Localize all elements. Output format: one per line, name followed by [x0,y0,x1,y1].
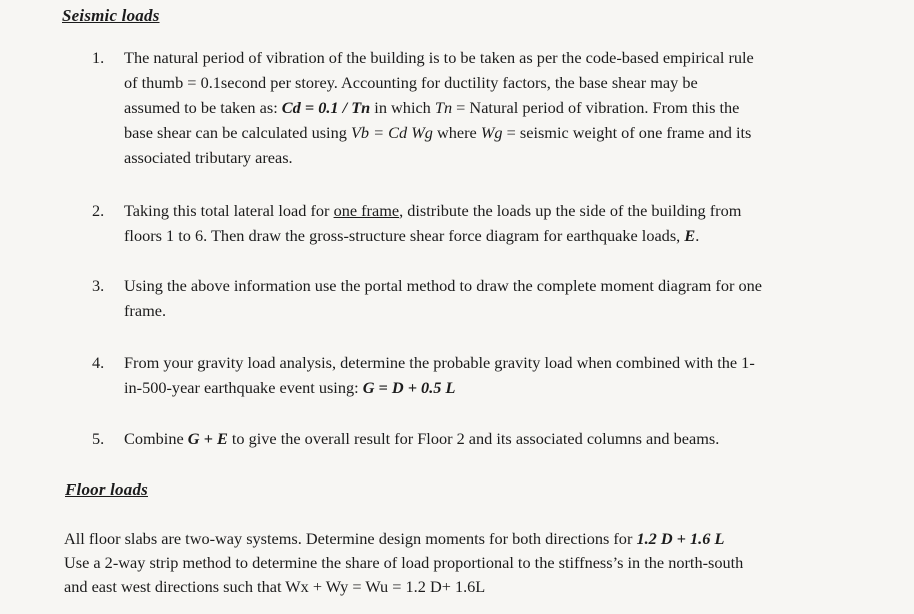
item-line: frame. [124,301,167,320]
item-number: 1. [92,48,105,67]
item-line: Taking this total lateral load for one frame, distribute the loads up the side of the building from [124,201,742,220]
item-line: associated tributary areas. [124,148,293,167]
equation: G + E [187,429,228,448]
item-line: floors 1 to 6. Then draw the gross-structure shear force diagram for earthquake loads, E. [124,226,700,245]
equation: Vb = Cd Wg [350,123,433,142]
item-line: of thumb = 0.1second per storey. Accounting for ductility factors, the base shear may be [124,73,698,92]
equation: G = D + 0.5 L [362,378,456,397]
list-item-4 [92,350,882,400]
floor-loads-heading: Floor loads [65,480,148,499]
list-item-1 [92,45,882,170]
item-line: From your gravity load analysis, determine the probable gravity load when combined with the 1- [124,353,755,372]
list-item-3 [92,273,882,323]
item-line: assumed to be taken as: Cd = 0.1 / Tn in which Tn = Natural period of vibration. From this the [124,98,740,117]
item-number: 4. [92,353,105,372]
para-line: and east west directions such that Wx + Wy = Wu = 1.2 D+ 1.6L [64,577,486,596]
item-line: Using the above information use the portal method to draw the complete moment diagram for one [124,276,762,295]
item-number: 5. [92,429,105,448]
floor-loads-paragraph [64,527,884,599]
equation: Wg [480,123,503,142]
list-item-5 [92,426,882,451]
equation: 1.2 D + 1.6 L [636,529,725,548]
para-line: All floor slabs are two-way systems. Determine design moments for both directions for 1.2 D + 1.6 L [64,529,725,548]
underlined-phrase: one frame [333,201,400,220]
item-number: 2. [92,201,105,220]
seismic-loads-heading: Seismic loads [62,6,160,25]
item-line: in-500-year earthquake event using: G = D + 0.5 L [124,378,456,397]
equation: Cd = 0.1 / Tn [281,98,371,117]
item-line: base shear can be calculated using Vb = Cd Wg where Wg = seismic weight of one frame and its [124,123,752,142]
para-line: Use a 2-way strip method to determine the share of load proportional to the stiffness’s in the north-south [64,553,744,572]
equation: Tn [434,98,453,117]
item-line: The natural period of vibration of the building is to be taken as per the code-based empirical rule [124,48,754,67]
item-line: Combine G + E to give the overall result for Floor 2 and its associated columns and beams. [124,429,720,448]
list-item-2 [92,198,882,248]
item-number: 3. [92,276,105,295]
